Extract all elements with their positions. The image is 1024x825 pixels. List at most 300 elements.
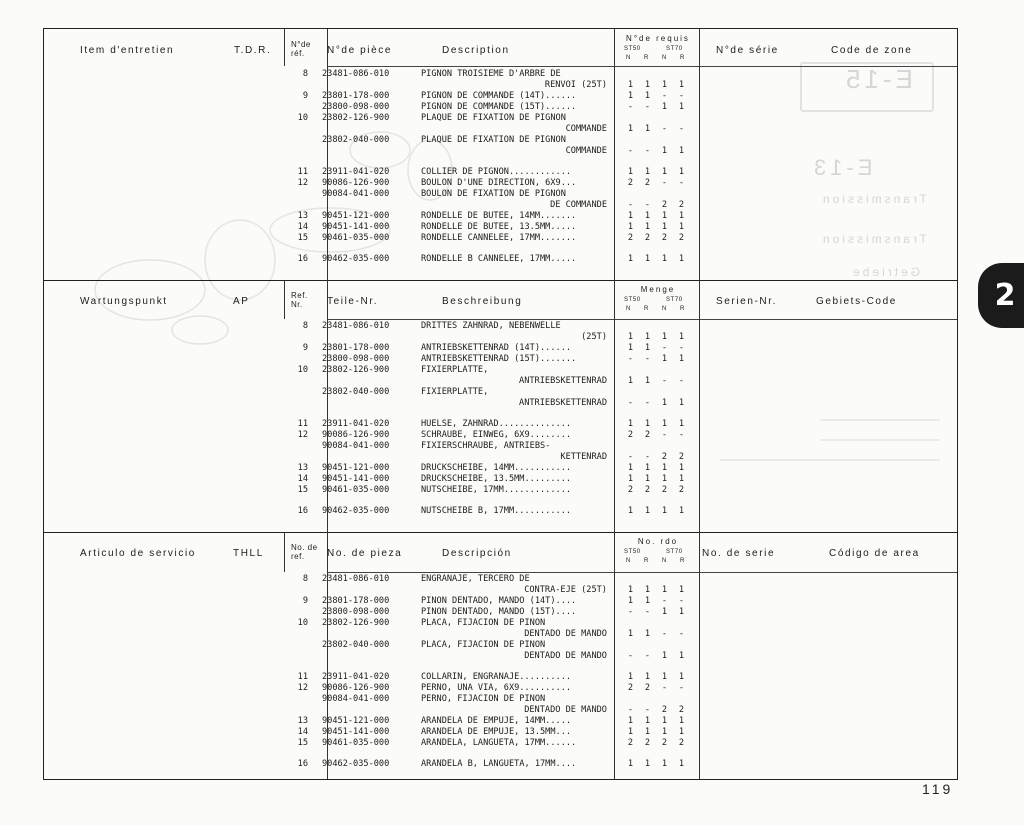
ref-number: 8	[302, 69, 308, 79]
table-row	[0, 91, 1024, 102]
part-number: 23802-040-000	[322, 387, 390, 397]
qty-value: 1	[644, 759, 651, 769]
description-text: SCHRAUBE, EINWEG, 6X9........	[421, 430, 572, 440]
part-number: 23802-040-000	[322, 135, 390, 145]
qty-value: 1	[678, 398, 685, 408]
qty-value: 1	[678, 585, 685, 595]
col-header-st50: ST50	[624, 46, 641, 52]
part-number: 23911-041-020	[322, 167, 390, 177]
qty-value: 1	[627, 124, 634, 134]
col-header-n2: N	[662, 558, 667, 564]
part-number: 90451-141-000	[322, 222, 390, 232]
qty-value: -	[678, 683, 685, 693]
showthrough-text: Transmission	[820, 192, 927, 206]
qty-value: 1	[644, 463, 651, 473]
qty-value: -	[644, 651, 651, 661]
qty-value: 1	[627, 716, 634, 726]
description-text: FIXIERPLATTE,	[421, 365, 489, 375]
table-row	[0, 398, 1024, 409]
ref-number: 10	[297, 365, 308, 375]
table-row	[0, 113, 1024, 124]
ref-number: 11	[297, 672, 308, 682]
table-row	[0, 200, 1024, 211]
qty-value: 1	[627, 759, 634, 769]
table-row	[0, 365, 1024, 376]
description-text: PLAQUE DE FIXATION DE PIGNON	[421, 135, 566, 145]
table-row	[0, 759, 1024, 770]
qty-value: 1	[627, 727, 634, 737]
part-number: 23481-086-010	[322, 574, 390, 584]
part-number: 90084-041-000	[322, 189, 390, 199]
table-row	[0, 387, 1024, 398]
qty-value: 1	[644, 222, 651, 232]
qty-value: 1	[678, 474, 685, 484]
description-text: DE COMMANDE	[550, 200, 607, 210]
table-row	[0, 124, 1024, 135]
qty-value: -	[661, 91, 668, 101]
col-header-description: Beschreibung	[442, 296, 523, 307]
qty-value: 1	[678, 222, 685, 232]
qty-value: 2	[644, 485, 651, 495]
description-text: PIGNON TROISIEME D'ARBRE DE	[421, 69, 561, 79]
qty-value: -	[678, 91, 685, 101]
qty-value: -	[661, 343, 668, 353]
ref-number: 15	[297, 738, 308, 748]
table-row	[0, 354, 1024, 365]
table-row	[0, 80, 1024, 91]
part-number: 90462-035-000	[322, 759, 390, 769]
qty-value: 1	[661, 146, 668, 156]
col-header-ref-no: No. de ref.	[291, 543, 318, 561]
qty-value: 1	[678, 759, 685, 769]
part-number: 90086-126-900	[322, 683, 390, 693]
description-text: DRUCKSCHEIBE, 14MM...........	[421, 463, 572, 473]
qty-value: 1	[644, 585, 651, 595]
ref-number: 16	[297, 506, 308, 516]
col-header-tdr: AP	[233, 296, 250, 307]
col-header-area-code: Code de zone	[831, 45, 913, 56]
qty-value: 1	[678, 463, 685, 473]
description-text: COLLARIN, ENGRANAJE..........	[421, 672, 572, 682]
qty-value: 1	[627, 474, 634, 484]
qty-value: 1	[644, 672, 651, 682]
qty-value: 1	[661, 463, 668, 473]
part-number: 90462-035-000	[322, 254, 390, 264]
qty-value: -	[644, 146, 651, 156]
qty-value: 2	[627, 430, 634, 440]
description-text: PLACA, FIJACION DE PINON	[421, 618, 546, 628]
qty-value: 2	[627, 738, 634, 748]
ref-number: 9	[302, 596, 308, 606]
qty-value: 1	[661, 727, 668, 737]
table-row	[0, 189, 1024, 200]
qty-value: 1	[678, 419, 685, 429]
qty-value: 1	[661, 332, 668, 342]
qty-value: -	[661, 629, 668, 639]
ref-number: 12	[297, 683, 308, 693]
qty-value: -	[661, 683, 668, 693]
col-header-st50: ST50	[624, 549, 641, 555]
part-number: 23802-126-900	[322, 618, 390, 628]
qty-value: 1	[661, 607, 668, 617]
description-text: ENGRANAJE, TERCERO DE	[421, 574, 530, 584]
qty-value: 1	[661, 651, 668, 661]
ref-number: 16	[297, 759, 308, 769]
ref-number: 14	[297, 727, 308, 737]
description-text: CONTRA-EJE (25T)	[524, 585, 607, 595]
part-number: 23481-086-010	[322, 321, 390, 331]
table-row	[0, 441, 1024, 452]
col-header-n2: N	[662, 55, 667, 61]
qty-value: 1	[644, 419, 651, 429]
qty-value: 1	[661, 506, 668, 516]
qty-value: -	[678, 124, 685, 134]
qty-value: 1	[644, 727, 651, 737]
table-row	[0, 211, 1024, 222]
description-text: (25T)	[581, 332, 607, 342]
table-row	[0, 716, 1024, 727]
table-row	[0, 178, 1024, 189]
table-row	[0, 254, 1024, 265]
part-number: 23801-178-000	[322, 596, 390, 606]
description-text: FIXIERSCHRAUBE, ANTRIEBS-	[421, 441, 551, 451]
table-row	[0, 694, 1024, 705]
ref-number: 14	[297, 222, 308, 232]
table-row	[0, 135, 1024, 146]
table-row	[0, 146, 1024, 157]
col-header-description: Descripción	[442, 548, 512, 559]
qty-value: 1	[661, 585, 668, 595]
part-number: 23800-098-000	[322, 607, 390, 617]
col-header-r1: R	[644, 558, 649, 564]
description-text: ARANDELA DE EMPUJE, 13.5MM...	[421, 727, 572, 737]
qty-value: 1	[644, 124, 651, 134]
table-row	[0, 607, 1024, 618]
qty-value: 1	[678, 506, 685, 516]
table-row	[0, 463, 1024, 474]
qty-value: -	[627, 398, 634, 408]
part-number: 90086-126-900	[322, 178, 390, 188]
qty-value: 1	[678, 354, 685, 364]
qty-value: 1	[661, 222, 668, 232]
ref-number: 15	[297, 233, 308, 243]
table-row	[0, 167, 1024, 178]
description-text: PINON DENTADO, MANDO (15T)....	[421, 607, 577, 617]
qty-value: 1	[678, 716, 685, 726]
ref-number: 10	[297, 113, 308, 123]
table-row	[0, 596, 1024, 607]
description-text: RENVOI (25T)	[544, 80, 607, 90]
col-header-qty-required: N°de requis	[626, 34, 690, 43]
page-number: 119	[922, 781, 954, 797]
qty-value: 2	[627, 683, 634, 693]
description-text: ARANDELA, LANGUETA, 17MM......	[421, 738, 577, 748]
part-number: 23911-041-020	[322, 419, 390, 429]
description-text: PIGNON DE COMMANDE (15T)......	[421, 102, 577, 112]
qty-value: 2	[678, 233, 685, 243]
description-text: RONDELLE DE BUTEE, 13.5MM.....	[421, 222, 577, 232]
qty-value: 1	[661, 716, 668, 726]
qty-value: 1	[627, 254, 634, 264]
description-text: COLLIER DE PIGNON............	[421, 167, 572, 177]
qty-value: 1	[678, 254, 685, 264]
qty-value: -	[644, 452, 651, 462]
showthrough-text: Getriebe	[850, 265, 921, 279]
qty-value: 1	[678, 607, 685, 617]
qty-value: -	[678, 343, 685, 353]
description-text: ARANDELA B, LANGUETA, 17MM....	[421, 759, 577, 769]
col-header-part-no: N°de pièce	[327, 45, 393, 56]
table-row	[0, 651, 1024, 662]
description-text: RONDELLE CANNELEE, 17MM.......	[421, 233, 577, 243]
qty-value: 1	[678, 102, 685, 112]
description-text: ANTRIEBSKETTENRAD (14T)......	[421, 343, 572, 353]
description-text: COMMANDE	[565, 146, 607, 156]
table-row	[0, 102, 1024, 113]
description-text: KETTENRAD	[560, 452, 607, 462]
description-text: PLACA, FIJACION DE PINON	[421, 640, 546, 650]
table-row	[0, 376, 1024, 387]
qty-value: 1	[627, 506, 634, 516]
qty-value: 1	[627, 222, 634, 232]
col-header-st50: ST50	[624, 297, 641, 303]
description-text: PINON DENTADO, MANDO (14T)....	[421, 596, 577, 606]
col-header-qty-required: No. rdo	[637, 537, 679, 546]
col-header-ref-no: Ref. Nr.	[291, 291, 308, 309]
part-number: 90462-035-000	[322, 506, 390, 516]
description-text: DRUCKSCHEIBE, 13.5MM.........	[421, 474, 572, 484]
description-text: PLAQUE DE FIXATION DE PIGNON	[421, 113, 566, 123]
qty-value: 1	[627, 376, 634, 386]
description-text: ARANDELA DE EMPUJE, 14MM.....	[421, 716, 572, 726]
col-header-tdr: THLL	[233, 548, 264, 559]
part-number: 23801-178-000	[322, 91, 390, 101]
table-row	[0, 506, 1024, 517]
ref-number: 9	[302, 343, 308, 353]
table-row	[0, 705, 1024, 716]
part-number: 23800-098-000	[322, 354, 390, 364]
col-header-r2: R	[680, 55, 685, 61]
qty-value: 1	[661, 398, 668, 408]
table-row	[0, 419, 1024, 430]
description-text: DENTADO DE MANDO	[524, 651, 607, 661]
qty-value: 2	[661, 452, 668, 462]
part-number: 23481-086-010	[322, 69, 390, 79]
part-number: 90451-121-000	[322, 716, 390, 726]
qty-value: 1	[627, 80, 634, 90]
part-number: 23802-040-000	[322, 640, 390, 650]
qty-value: 2	[644, 233, 651, 243]
ref-number: 10	[297, 618, 308, 628]
description-text: RONDELLE B CANNELEE, 17MM.....	[421, 254, 577, 264]
description-text: DRITTES ZAHNRAD, NEBENWELLE	[421, 321, 561, 331]
col-header-service-item: Wartungspunkt	[80, 296, 168, 307]
col-header-n1: N	[626, 306, 631, 312]
description-text: NUTSCHEIBE, 17MM.............	[421, 485, 572, 495]
ref-number: 15	[297, 485, 308, 495]
qty-value: 1	[644, 629, 651, 639]
qty-value: -	[627, 705, 634, 715]
description-text: ANTRIEBSKETTENRAD	[519, 376, 607, 386]
col-header-n1: N	[626, 558, 631, 564]
qty-value: -	[627, 146, 634, 156]
qty-value: 1	[644, 80, 651, 90]
qty-value: 1	[678, 211, 685, 221]
qty-value: 1	[644, 596, 651, 606]
qty-value: 1	[644, 376, 651, 386]
qty-value: 2	[644, 178, 651, 188]
qty-value: 2	[678, 738, 685, 748]
qty-value: -	[627, 102, 634, 112]
qty-value: -	[627, 200, 634, 210]
chapter-tab: 2	[978, 263, 1024, 328]
table-row	[0, 343, 1024, 354]
qty-value: 2	[644, 738, 651, 748]
qty-value: 1	[678, 672, 685, 682]
qty-value: 2	[661, 485, 668, 495]
ref-number: 13	[297, 211, 308, 221]
part-number: 90451-141-000	[322, 727, 390, 737]
description-text: FIXIERPLATTE,	[421, 387, 489, 397]
qty-value: -	[678, 629, 685, 639]
description-text: PERNO, FIJACION DE PINON	[421, 694, 546, 704]
qty-value: 1	[627, 629, 634, 639]
showthrough-text: E-15	[842, 64, 913, 94]
table-row	[0, 430, 1024, 441]
col-header-r2: R	[680, 558, 685, 564]
col-header-serial-no: No. de serie	[702, 548, 776, 559]
ref-number: 14	[297, 474, 308, 484]
table-row	[0, 69, 1024, 80]
qty-value: 1	[678, 80, 685, 90]
qty-value: 1	[627, 585, 634, 595]
qty-value: 1	[678, 651, 685, 661]
part-number: 23800-098-000	[322, 102, 390, 112]
qty-value: 1	[661, 419, 668, 429]
col-header-area-code: Gebiets-Code	[816, 296, 897, 307]
qty-value: 1	[644, 474, 651, 484]
qty-value: 1	[661, 354, 668, 364]
qty-value: 1	[627, 672, 634, 682]
col-header-part-no: Teile-Nr.	[327, 296, 379, 307]
part-number: 23802-126-900	[322, 113, 390, 123]
ref-number: 9	[302, 91, 308, 101]
qty-value: 1	[661, 672, 668, 682]
part-number: 23911-041-020	[322, 672, 390, 682]
qty-value: 1	[661, 102, 668, 112]
col-header-serial-no: Serien-Nr.	[716, 296, 778, 307]
description-text: COMMANDE	[565, 124, 607, 134]
part-number: 90086-126-900	[322, 430, 390, 440]
table-row	[0, 585, 1024, 596]
table-row	[0, 321, 1024, 332]
showthrough-text: Transmission	[820, 232, 927, 246]
ref-number: 8	[302, 321, 308, 331]
col-header-service-item: Articulo de servicio	[80, 548, 196, 559]
part-number: 90451-121-000	[322, 211, 390, 221]
qty-value: -	[627, 452, 634, 462]
qty-value: 1	[627, 343, 634, 353]
table-row	[0, 683, 1024, 694]
qty-value: 1	[627, 463, 634, 473]
col-header-part-no: No. de pieza	[327, 548, 403, 559]
description-text: ANTRIEBSKETTENRAD (15T).......	[421, 354, 577, 364]
qty-value: -	[678, 430, 685, 440]
col-header-r2: R	[680, 306, 685, 312]
col-header-st70: ST70	[666, 46, 683, 52]
qty-value: 1	[678, 332, 685, 342]
qty-value: 1	[661, 254, 668, 264]
ref-number: 13	[297, 463, 308, 473]
col-header-n2: N	[662, 306, 667, 312]
qty-value: -	[678, 376, 685, 386]
ref-number: 12	[297, 178, 308, 188]
qty-value: -	[661, 376, 668, 386]
col-header-st70: ST70	[666, 297, 683, 303]
part-number: 90451-141-000	[322, 474, 390, 484]
qty-value: 2	[644, 683, 651, 693]
part-number: 90461-035-000	[322, 738, 390, 748]
qty-value: 2	[678, 200, 685, 210]
qty-value: -	[644, 398, 651, 408]
qty-value: 1	[661, 474, 668, 484]
table-row	[0, 233, 1024, 244]
table-row	[0, 452, 1024, 463]
col-header-ref-no: N°de réf.	[291, 40, 311, 58]
qty-value: 1	[661, 759, 668, 769]
qty-value: 2	[678, 705, 685, 715]
qty-value: 1	[678, 727, 685, 737]
qty-value: 2	[678, 452, 685, 462]
description-text: PERNO, UNA VIA, 6X9..........	[421, 683, 572, 693]
table-row	[0, 332, 1024, 343]
table-row	[0, 485, 1024, 496]
qty-value: 2	[661, 705, 668, 715]
part-number: 23801-178-000	[322, 343, 390, 353]
table-row	[0, 574, 1024, 585]
description-text: PIGNON DE COMMANDE (14T)......	[421, 91, 577, 101]
qty-value: -	[678, 178, 685, 188]
qty-value: -	[644, 607, 651, 617]
qty-value: -	[627, 607, 634, 617]
table-row	[0, 618, 1024, 629]
qty-value: -	[661, 178, 668, 188]
col-header-serial-no: N°de série	[716, 45, 779, 56]
qty-value: -	[644, 705, 651, 715]
qty-value: -	[644, 200, 651, 210]
ref-number: 12	[297, 430, 308, 440]
qty-value: -	[661, 124, 668, 134]
qty-value: 1	[644, 91, 651, 101]
qty-value: 1	[644, 506, 651, 516]
ref-number: 13	[297, 716, 308, 726]
description-text: DENTADO DE MANDO	[524, 705, 607, 715]
qty-value: 2	[661, 200, 668, 210]
table-row	[0, 629, 1024, 640]
table-row	[0, 738, 1024, 749]
description-text: ANTRIEBSKETTENRAD	[519, 398, 607, 408]
ref-number: 16	[297, 254, 308, 264]
part-number: 90461-035-000	[322, 485, 390, 495]
qty-value: 2	[661, 738, 668, 748]
qty-value: 1	[627, 332, 634, 342]
description-text: BOULON D'UNE DIRECTION, 6X9...	[421, 178, 577, 188]
col-header-service-item: Item d'entretien	[80, 45, 175, 56]
qty-value: 1	[644, 167, 651, 177]
qty-value: 1	[678, 146, 685, 156]
qty-value: 2	[644, 430, 651, 440]
qty-value: -	[678, 596, 685, 606]
